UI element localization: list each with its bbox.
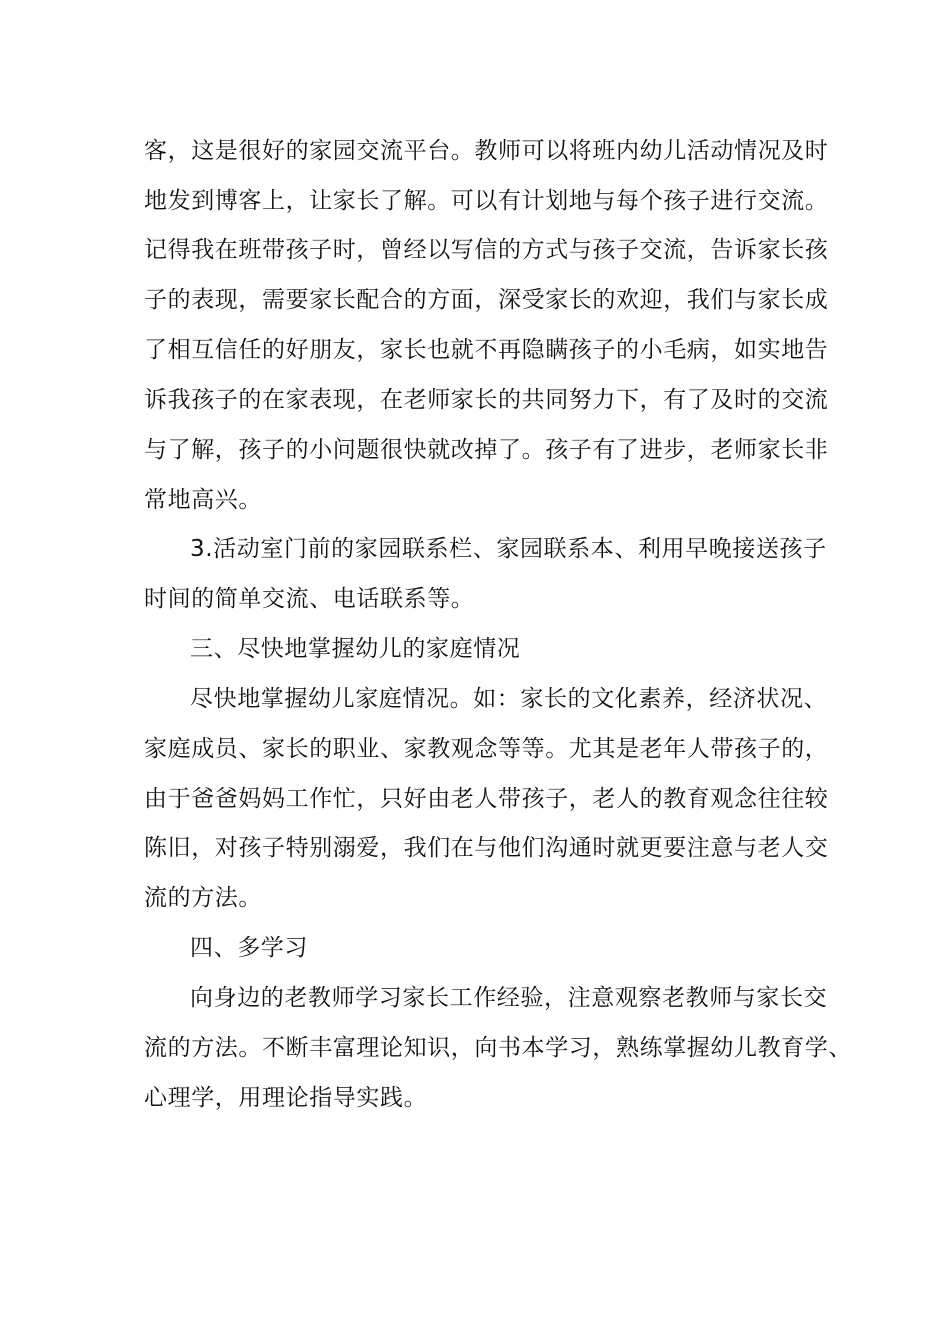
- paragraph-line: 子的表现，需要家长配合的方面，深受家长的欢迎，我们与家长成: [144, 287, 829, 313]
- paragraph-line: 常地高兴。: [144, 487, 262, 513]
- paragraph-line: 客，这是很好的家园交流平台。教师可以将班内幼儿活动情况及时: [144, 138, 829, 164]
- paragraph-line: 陈旧，对孩子特别溺爱，我们在与他们沟通时就更要注意与老人交: [144, 835, 829, 861]
- paragraph-line: 3.活动室门前的家园联系栏、家园联系本、利用早晚接送孩子: [190, 536, 827, 562]
- section-heading: 四、多学习: [190, 935, 308, 961]
- paragraph-line: 尽快地掌握幼儿家庭情况。如：家长的文化素养，经济状况、: [190, 686, 828, 712]
- section-heading: 三、尽快地掌握幼儿的家庭情况: [190, 636, 521, 662]
- paragraph-line: 心理学，用理论指导实践。: [144, 1085, 428, 1111]
- paragraph-line: 由于爸爸妈妈工作忙，只好由老人带孩子，老人的教育观念往往较: [144, 786, 829, 812]
- paragraph-line: 诉我孩子的在家表现，在老师家长的共同努力下，有了及时的交流: [144, 387, 829, 413]
- paragraph-line: 流的方法。: [144, 885, 262, 911]
- paragraph-line: 家庭成员、家长的职业、家教观念等等。尤其是老年人带孩子的，: [144, 736, 829, 762]
- paragraph-line: 流的方法。不断丰富理论知识，向书本学习，熟练掌握幼儿教育学、: [144, 1035, 852, 1061]
- paragraph-line: 了相互信任的好朋友，家长也就不再隐瞒孩子的小毛病，如实地告: [144, 337, 829, 363]
- paragraph-line: 记得我在班带孩子时，曾经以写信的方式与孩子交流，告诉家长孩: [144, 237, 829, 263]
- paragraph-line: 时间的简单交流、电话联系等。: [144, 586, 475, 612]
- paragraph-line: 地发到博客上，让家长了解。可以有计划地与每个孩子进行交流。: [144, 188, 829, 214]
- paragraph-line: 与了解，孩子的小问题很快就改掉了。孩子有了进步，老师家长非: [144, 437, 829, 463]
- paragraph-line: 向身边的老教师学习家长工作经验，注意观察老教师与家长交: [190, 985, 828, 1011]
